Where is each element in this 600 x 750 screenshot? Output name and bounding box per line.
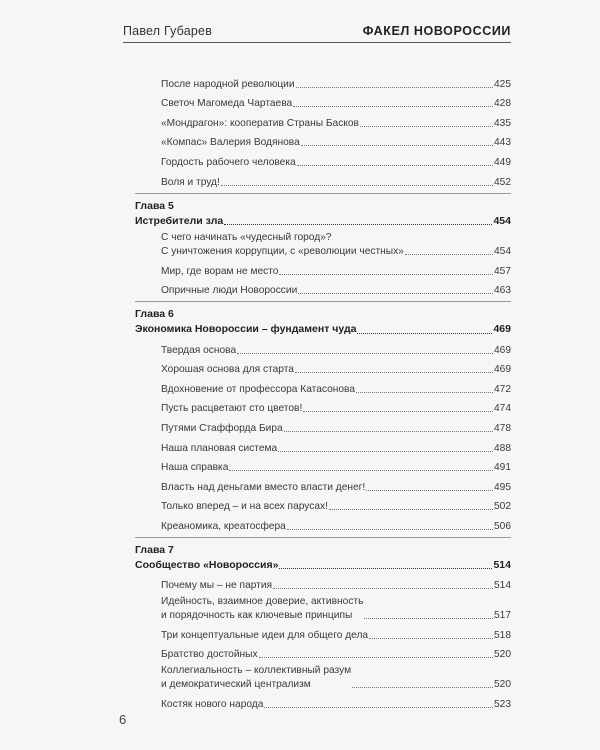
toc-entry xyxy=(135,642,511,662)
toc-entry-title: «Мондрагон»: кооператив Страны Басков xyxy=(161,117,359,129)
toc-entry-title-line: С чего начинать «чудесный город»? xyxy=(161,232,332,244)
toc-entry-title xyxy=(161,664,351,691)
toc-entry-title: Светоч Магомеда Чартаева xyxy=(161,98,293,110)
dot-leader xyxy=(273,587,493,589)
toc-entry-title-line: и порядочность как ключевые принципы xyxy=(161,609,353,621)
toc-entry-page: 469 xyxy=(494,344,511,356)
toc-entry xyxy=(135,278,511,298)
toc-entry-page: 457 xyxy=(494,265,511,277)
dot-leader xyxy=(298,292,493,294)
chapter-page: 454 xyxy=(493,214,511,227)
dot-leader xyxy=(295,371,493,373)
book-title: ФАКЕЛ НОВОРОССИИ xyxy=(362,24,511,38)
toc-entry-page: 502 xyxy=(494,501,511,513)
toc-entry xyxy=(135,691,511,711)
dot-leader xyxy=(329,508,493,510)
dot-leader xyxy=(405,253,493,255)
dot-leader xyxy=(352,686,493,688)
toc-entry-title: Власть над деньгами вместо власти денег! xyxy=(161,481,366,493)
chapter-title: Сообщество «Новороссия» xyxy=(135,558,279,571)
dot-leader xyxy=(237,352,493,354)
toc-entry-page: 425 xyxy=(494,78,511,90)
dot-leader xyxy=(360,125,493,127)
toc-entry xyxy=(135,169,511,189)
toc-entry xyxy=(135,572,511,592)
dot-leader xyxy=(221,184,493,186)
toc-entry xyxy=(135,149,511,169)
toc-entry-title: Вдохновение от профессора Катасонова xyxy=(161,383,356,395)
toc-entry-page: 472 xyxy=(494,383,511,395)
dot-leader xyxy=(296,86,493,88)
page-number: 6 xyxy=(119,712,127,727)
chapter-heading xyxy=(135,544,511,573)
dot-leader xyxy=(279,273,493,275)
chapter-heading xyxy=(135,308,511,337)
toc-entry xyxy=(135,661,511,691)
toc-entry xyxy=(135,622,511,642)
toc-entry-title: Гордость рабочего человека xyxy=(161,156,296,168)
toc-entry-page: 449 xyxy=(494,156,511,168)
toc-entry-page: 495 xyxy=(494,481,511,493)
toc-entry xyxy=(135,455,511,475)
author-name: Павел Губарев xyxy=(123,24,213,38)
dot-leader xyxy=(303,410,493,412)
toc-entry-title: Наша справка xyxy=(161,462,229,474)
toc-entry xyxy=(135,71,511,91)
toc-entry xyxy=(135,357,511,377)
toc-entry-title: Только вперед – и на всех парусах! xyxy=(161,501,328,513)
dot-leader xyxy=(229,469,493,471)
toc-entry-title: Воля и труд! xyxy=(161,176,220,188)
toc-entry-page: 506 xyxy=(494,520,511,532)
toc-entry-title: После народной революции xyxy=(161,78,295,90)
toc-entry-page: 520 xyxy=(494,649,511,661)
toc-entry-page: 469 xyxy=(494,364,511,376)
chapter-title-row xyxy=(135,557,511,572)
toc-entry-page: 435 xyxy=(494,117,511,129)
toc-entry-page: 491 xyxy=(494,462,511,474)
toc-entry xyxy=(135,130,511,150)
toc-entry-page: 443 xyxy=(494,137,511,149)
toc-entry-title: Твердая основа xyxy=(161,344,237,356)
toc-entry xyxy=(135,337,511,357)
toc-entry xyxy=(135,376,511,396)
toc-entry-page: 488 xyxy=(494,442,511,454)
toc-entry-page: 514 xyxy=(494,580,511,592)
chapter-heading xyxy=(135,200,511,229)
toc-entry-title: Наша плановая система xyxy=(161,442,278,454)
chapter-title: Истребители зла xyxy=(135,214,224,227)
toc-entry xyxy=(135,592,511,622)
toc-entry-title: Креаномика, креатосфера xyxy=(161,520,286,532)
toc-entry xyxy=(135,110,511,130)
chapter-label: Глава 7 xyxy=(135,543,174,556)
chapter-page: 469 xyxy=(493,323,511,336)
table-of-contents xyxy=(135,71,511,711)
toc-entry-title: «Компас» Валерия Водянова xyxy=(161,137,300,149)
running-header xyxy=(123,22,511,42)
dot-leader xyxy=(366,489,493,491)
dot-leader xyxy=(297,164,493,166)
header-rule xyxy=(123,42,511,43)
toc-entry-page: 474 xyxy=(494,403,511,415)
toc-entry-page: 428 xyxy=(494,98,511,110)
toc-entry-title: Пусть расцветают сто цветов! xyxy=(161,403,303,415)
dot-leader xyxy=(364,617,493,619)
chapter-separator xyxy=(135,193,511,194)
toc-entry-title: Опричные люди Новороссии xyxy=(161,285,298,297)
toc-entry xyxy=(135,513,511,533)
toc-entry-page: 454 xyxy=(494,246,511,258)
dot-leader xyxy=(356,391,493,393)
dot-leader xyxy=(264,706,493,708)
toc-entry xyxy=(135,91,511,111)
chapter-separator xyxy=(135,537,511,538)
chapter-title-row xyxy=(135,322,511,337)
toc-entry-title: Мир, где ворам не место xyxy=(161,265,279,277)
toc-entry xyxy=(135,228,511,258)
toc-entry xyxy=(135,435,511,455)
chapter-separator xyxy=(135,301,511,302)
dot-leader xyxy=(259,656,493,658)
toc-entry-title: Костяк нового народа xyxy=(161,698,264,710)
toc-entry xyxy=(135,258,511,278)
toc-entry-title: Три концептуальные идеи для общего дела xyxy=(161,629,369,641)
toc-entry xyxy=(135,474,511,494)
dot-leader xyxy=(369,637,493,639)
toc-entry-title: Почему мы – не партия xyxy=(161,580,273,592)
dot-leader xyxy=(279,567,492,569)
toc-entry-title-line: Идейность, взаимное доверие, активность xyxy=(161,596,364,608)
toc-entry-title xyxy=(161,231,404,258)
dot-leader xyxy=(293,105,493,107)
toc-entry-title: Путями Стаффорда Бира xyxy=(161,422,283,434)
toc-entry-page: 518 xyxy=(494,629,511,641)
toc-entry-page: 523 xyxy=(494,698,511,710)
dot-leader xyxy=(287,528,493,530)
dot-leader xyxy=(301,144,493,146)
chapter-title-row xyxy=(135,213,511,228)
toc-entry xyxy=(135,415,511,435)
dot-leader xyxy=(224,223,492,225)
toc-entry-page: 463 xyxy=(494,285,511,297)
dot-leader xyxy=(284,430,493,432)
dot-leader xyxy=(278,450,493,452)
chapter-label: Глава 5 xyxy=(135,199,174,212)
toc-entry-title-line: Коллегиальность – коллективный разум xyxy=(161,665,352,677)
toc-entry-title xyxy=(161,595,363,622)
dot-leader xyxy=(357,332,492,334)
chapter-label: Глава 6 xyxy=(135,308,174,321)
toc-entry-page: 517 xyxy=(494,610,511,622)
toc-entry-page: 520 xyxy=(494,679,511,691)
toc-entry-title-line: С уничтожения коррупции, с «революции честных» xyxy=(161,245,404,257)
toc-entry-page: 452 xyxy=(494,176,511,188)
toc-entry-title: Хорошая основа для старта xyxy=(161,364,294,376)
toc-entry-title-line: и демократический централизм xyxy=(161,678,311,690)
toc-entry-page: 478 xyxy=(494,422,511,434)
toc-entry-title: Братство достойных xyxy=(161,649,258,661)
toc-entry xyxy=(135,494,511,514)
chapter-page: 514 xyxy=(493,558,511,571)
chapter-title: Экономика Новороссии – фундамент чуда xyxy=(135,323,357,336)
toc-entry xyxy=(135,396,511,416)
